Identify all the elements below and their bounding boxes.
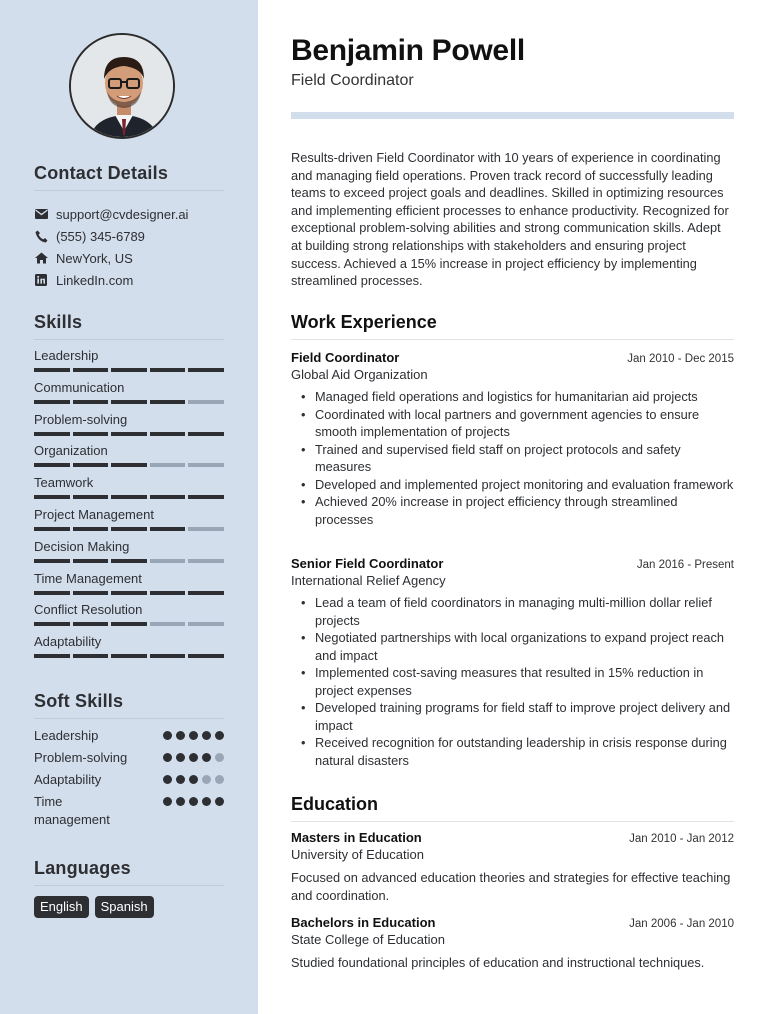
school-name: State College of Education xyxy=(291,932,445,947)
contact-email[interactable] xyxy=(34,203,234,225)
skill-level-bar xyxy=(34,591,224,595)
skill-level-segment xyxy=(34,591,70,595)
soft-skill-label: Time management xyxy=(34,794,110,827)
job-org: Global Aid Organization xyxy=(291,367,428,382)
rating-dot xyxy=(163,753,172,762)
skill-item xyxy=(34,601,224,633)
rating-dot xyxy=(163,797,172,806)
skill-level-segment xyxy=(111,527,147,531)
skill-level-segment xyxy=(34,622,70,626)
skill-level-segment xyxy=(111,654,147,658)
degree-description: Focused on advanced education theories and strategies for effective teaching and coordination. xyxy=(291,870,731,903)
skill-level-segment xyxy=(150,495,186,499)
skill-level-bar xyxy=(34,432,224,436)
skill-item xyxy=(34,538,224,570)
skill-level-segment xyxy=(188,622,224,626)
skill-level-segment xyxy=(188,463,224,467)
skill-level-segment xyxy=(73,591,109,595)
language-badge: English xyxy=(34,896,89,918)
divider xyxy=(34,885,224,886)
divider xyxy=(34,190,224,191)
avatar xyxy=(69,33,175,139)
degree-title: Masters in Education xyxy=(291,830,422,845)
skill-level-segment xyxy=(150,463,186,467)
soft-skill-rating xyxy=(163,727,224,740)
bullet-item: • Developed and implemented project monitoring and evaluation framework xyxy=(291,476,734,494)
skill-level-segment xyxy=(73,622,109,626)
skill-level-segment xyxy=(73,400,109,404)
skill-level-segment xyxy=(111,400,147,404)
skill-level-segment xyxy=(34,432,70,436)
skill-level-segment xyxy=(150,432,186,436)
skill-label: Project Management xyxy=(34,506,154,522)
rating-dot xyxy=(215,797,224,806)
job-dates: Jan 2016 - Present xyxy=(636,559,734,571)
soft-skill-item xyxy=(34,793,224,829)
skill-level-segment xyxy=(34,559,70,563)
rating-dot xyxy=(163,775,172,784)
bullet-item: • Received recognition for outstanding leadership in crisis response during natural disasters xyxy=(291,734,734,769)
skill-level-segment xyxy=(188,432,224,436)
job-entry xyxy=(291,556,734,769)
bullet-item: • Achieved 20% increase in project efficiency through streamlined processes xyxy=(291,493,734,528)
skill-level-segment xyxy=(73,654,109,658)
person-role: Field Coordinator xyxy=(291,72,414,89)
linkedin-icon xyxy=(34,273,48,287)
rating-dot xyxy=(189,797,198,806)
soft-skill-item xyxy=(34,749,224,767)
skill-label: Conflict Resolution xyxy=(34,602,143,618)
skill-level-bar xyxy=(34,527,224,531)
skill-level-bar xyxy=(34,495,224,499)
bullet-item: • Lead a team of field coordinators in managing multi-million dollar relief projects xyxy=(291,594,734,629)
skill-level-bar xyxy=(34,622,224,626)
rating-dot xyxy=(176,731,185,740)
skill-level-segment xyxy=(188,495,224,499)
soft-skill-item xyxy=(34,727,224,745)
job-org: International Relief Agency xyxy=(291,573,446,588)
bullet-item: • Developed training programs for field staff to improve project delivery and impact xyxy=(291,699,734,734)
skill-level-segment xyxy=(73,527,109,531)
skill-level-segment xyxy=(111,463,147,467)
skill-item xyxy=(34,506,224,538)
contact-heading: Contact Details xyxy=(34,163,169,183)
skill-label: Organization xyxy=(34,443,108,459)
contact-linkedin[interactable] xyxy=(34,269,234,291)
divider xyxy=(291,821,734,822)
rating-dot xyxy=(215,753,224,762)
skill-level-segment xyxy=(150,622,186,626)
skill-level-segment xyxy=(150,527,186,531)
contact-list xyxy=(34,203,234,291)
skill-item xyxy=(34,347,224,379)
skill-level-segment xyxy=(188,527,224,531)
rating-dot xyxy=(202,731,211,740)
soft-skills-list xyxy=(34,727,224,833)
language-badge: Spanish xyxy=(95,896,154,918)
education-heading: Education xyxy=(291,794,379,814)
skills-heading: Skills xyxy=(34,312,83,332)
skill-level-bar xyxy=(34,368,224,372)
envelope-icon xyxy=(34,207,48,221)
rating-dot xyxy=(189,753,198,762)
phone-icon xyxy=(34,229,48,243)
rating-dot xyxy=(176,753,185,762)
contact-phone-text: (555) 345-6789 xyxy=(56,228,145,244)
skill-item xyxy=(34,633,224,665)
education-entry xyxy=(291,830,734,904)
skill-level-segment xyxy=(111,622,147,626)
skill-label: Time Management xyxy=(34,570,142,586)
rating-dot xyxy=(189,731,198,740)
job-dates: Jan 2010 - Dec 2015 xyxy=(627,353,734,365)
divider xyxy=(291,339,734,340)
bullet-item: • Managed field operations and logistics for humanitarian aid projects xyxy=(291,388,734,406)
skill-level-segment xyxy=(111,559,147,563)
skill-level-segment xyxy=(73,432,109,436)
skill-level-bar xyxy=(34,400,224,404)
skill-label: Leadership xyxy=(34,348,99,363)
soft-skill-rating xyxy=(163,793,224,806)
skill-level-bar xyxy=(34,559,224,563)
bullet-item: • Coordinated with local partners and government agencies to ensure smooth implementation of projects xyxy=(291,406,734,441)
work-heading: Work Experience xyxy=(291,312,437,332)
degree-title: Bachelors in Education xyxy=(291,915,436,930)
job-entry xyxy=(291,350,734,528)
skill-item xyxy=(34,411,224,443)
job-bullets xyxy=(291,594,734,769)
summary: Results-driven Field Coordinator with 10 years of experience in coordinating and managing field operations. Proven track record of successfully leading teams to exceed project goals and deadlines. Skilled in optimizing resources and implementing efficient processes to enhance productivity. Recognized for exceptional problem-solving abilities and strong communication skills. Adept at building strong relationships with stakeholders and ensuring project success. Achieved a 15% increase in project efficiency by implementing streamlined processes. xyxy=(291,150,729,289)
skills-list xyxy=(34,347,224,665)
skill-level-segment xyxy=(188,368,224,372)
rating-dot xyxy=(176,797,185,806)
skill-level-segment xyxy=(34,400,70,404)
home-icon xyxy=(34,251,48,265)
rating-dot xyxy=(163,731,172,740)
skill-level-segment xyxy=(150,591,186,595)
skill-level-bar xyxy=(34,463,224,467)
soft-skill-item xyxy=(34,771,224,789)
languages-heading: Languages xyxy=(34,858,131,878)
skill-level-segment xyxy=(111,591,147,595)
skill-level-segment xyxy=(34,463,70,467)
skill-level-segment xyxy=(188,654,224,658)
rating-dot xyxy=(215,731,224,740)
divider xyxy=(34,339,224,340)
skill-level-bar xyxy=(34,654,224,658)
degree-dates: Jan 2010 - Jan 2012 xyxy=(629,833,734,845)
skill-level-segment xyxy=(34,368,70,372)
soft-skill-label: Problem-solving xyxy=(34,750,128,765)
skill-label: Communication xyxy=(34,379,125,395)
rating-dot xyxy=(202,797,211,806)
divider xyxy=(34,718,224,719)
skill-level-segment xyxy=(150,368,186,372)
skill-level-segment xyxy=(150,400,186,404)
skill-level-segment xyxy=(73,495,109,499)
bullet-item: • Negotiated partnerships with local organizations to expand project reach and impact xyxy=(291,629,734,664)
skill-level-segment xyxy=(34,527,70,531)
rating-dot xyxy=(215,775,224,784)
degree-dates: Jan 2006 - Jan 2010 xyxy=(629,918,734,930)
soft-skill-rating xyxy=(163,771,224,784)
rating-dot xyxy=(202,753,211,762)
languages-list xyxy=(34,896,154,918)
skill-item xyxy=(34,379,224,411)
accent-bar xyxy=(291,112,734,119)
skill-level-segment xyxy=(73,368,109,372)
contact-email-text: support@cvdesigner.ai xyxy=(56,206,189,222)
skill-level-segment xyxy=(111,432,147,436)
job-title: Field Coordinator xyxy=(291,350,400,365)
skill-level-segment xyxy=(188,559,224,563)
contact-location-text: NewYork, US xyxy=(56,250,133,266)
job-bullets xyxy=(291,388,734,528)
soft-skill-label: Leadership xyxy=(34,728,99,743)
school-name: University of Education xyxy=(291,847,424,862)
contact-linkedin-text: LinkedIn.com xyxy=(56,272,134,288)
skill-level-segment xyxy=(34,654,70,658)
bullet-item: • Trained and supervised field staff on project protocols and safety measures xyxy=(291,441,734,476)
person-name: Benjamin Powell xyxy=(291,34,525,67)
rating-dot xyxy=(189,775,198,784)
soft-skill-rating xyxy=(163,749,224,762)
rating-dot xyxy=(202,775,211,784)
skill-level-segment xyxy=(150,559,186,563)
soft-skills-heading: Soft Skills xyxy=(34,691,124,711)
rating-dot xyxy=(176,775,185,784)
skill-label: Decision Making xyxy=(34,538,130,554)
skill-item xyxy=(34,442,224,474)
skill-item xyxy=(34,570,224,602)
bullet-item: • Implemented cost-saving measures that resulted in 15% reduction in project expenses xyxy=(291,664,734,699)
skill-item xyxy=(34,474,224,506)
skill-level-segment xyxy=(73,559,109,563)
sidebar xyxy=(0,0,258,1014)
skill-level-segment xyxy=(111,368,147,372)
skill-level-segment xyxy=(111,495,147,499)
skill-level-segment xyxy=(73,463,109,467)
job-title: Senior Field Coordinator xyxy=(291,556,444,571)
skill-level-segment xyxy=(188,400,224,404)
education-entry xyxy=(291,915,734,972)
soft-skill-label: Adaptability xyxy=(34,772,102,787)
skill-level-segment xyxy=(34,495,70,499)
skill-level-segment xyxy=(188,591,224,595)
skill-label: Problem-solving xyxy=(34,411,128,427)
skill-level-segment xyxy=(150,654,186,658)
contact-phone[interactable] xyxy=(34,225,234,247)
skill-label: Teamwork xyxy=(34,475,94,491)
degree-description: Studied foundational principles of education and instructional techniques. xyxy=(291,955,705,970)
contact-location xyxy=(34,247,234,269)
skill-label: Adaptability xyxy=(34,634,102,650)
